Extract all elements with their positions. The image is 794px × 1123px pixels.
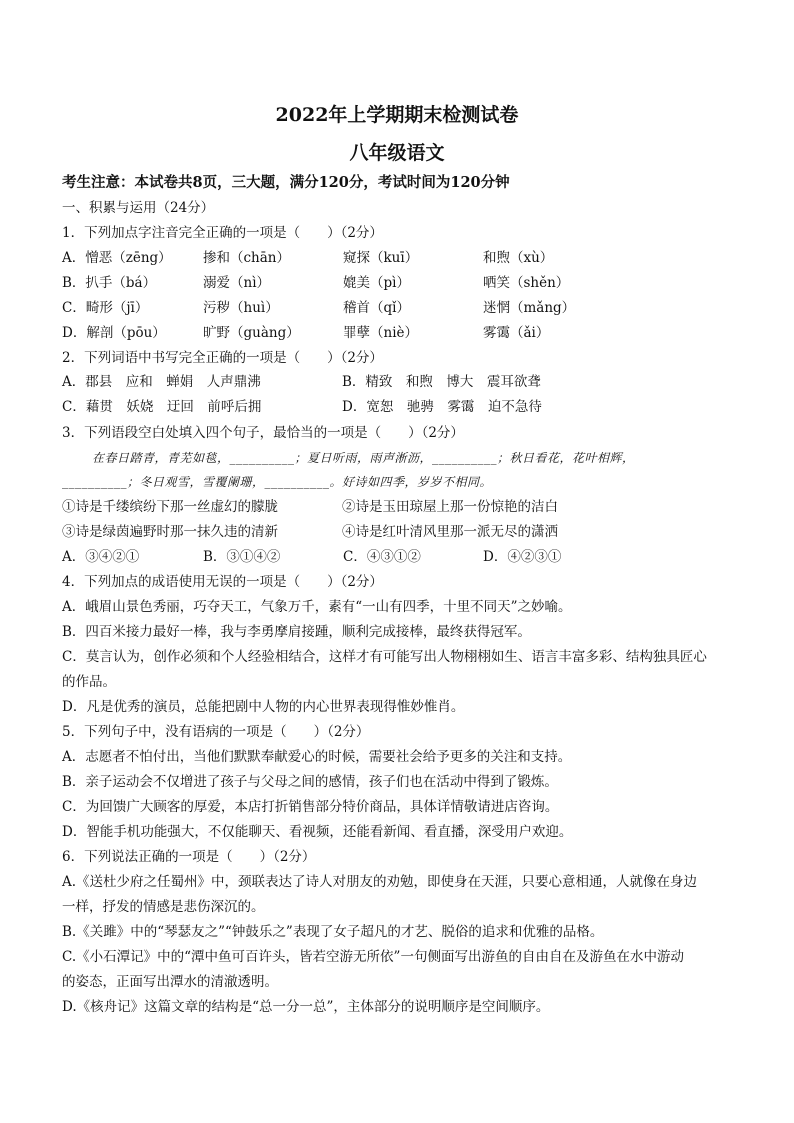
exam-subject: 八年级语文 [349, 142, 445, 164]
option-cell: C．④③①② [343, 549, 421, 565]
question-4-option-c-cont: 的作品。 [62, 674, 116, 690]
option-cell: ③诗是绿茵遍野时那一抹久违的清新 [62, 524, 278, 540]
question-5-stem: 5．下列句子中，没有语病的一项是（ ）（2分） [62, 724, 370, 740]
question-1-row-d [62, 324, 562, 342]
question-6-option-c-cont: 的姿态，正面写出潭水的清澈透明。 [62, 974, 278, 990]
question-6-option-b: B.《关雎》中的“琴瑟友之”“钟鼓乐之”表现了女子超凡的才艺、脱俗的追求和优雅的品格。 [62, 924, 604, 940]
question-2-row-2 [62, 398, 562, 416]
option-cell: 哂笑（shěn） [483, 275, 570, 291]
question-1-row-a [62, 249, 562, 267]
question-5-option-d: D．智能手机功能强大，不仅能聊天、看视频，还能看新闻、看直播，深受用户欢迎。 [62, 824, 573, 840]
question-6-option-a: A.《送杜少府之任蜀州》中，颈联表达了诗人对朋友的劝勉，即使身在天涯，只要心意相通，人就像在身边 [62, 874, 698, 890]
option-cell: 污秽（huì） [203, 300, 279, 316]
question-4-option-c: C．莫言认为，创作必须和个人经验相结合，这样才有可能写出人物栩栩如生、语言丰富多彩、结构独具匠心 [62, 649, 707, 665]
option-cell: 罪孽（niè） [343, 325, 419, 341]
question-3-passage-line-2: __________；冬日观雪，雪覆阑珊，__________。好诗如四季，岁岁不相同。 [62, 475, 493, 489]
question-5-option-c: C．为回馈广大顾客的厚爱，本店打折销售部分特价商品，具体详情敬请进店咨询。 [62, 799, 559, 815]
option-cell: 雾霭（ǎi） [483, 325, 550, 341]
question-6-option-a-cont: 一样，抒发的情感是悲伤深沉的。 [62, 899, 265, 915]
question-3-passage-line-1: 在春日踏青，青芜如毯，__________；夏日听雨，雨声淅沥，__________；秋日看花，花叶相辉， [92, 451, 635, 465]
option-cell: B．扒手（bá） [62, 275, 157, 291]
question-4-option-d: D．凡是优秀的演员，总能把剧中人物的内心世界表现得惟妙惟肖。 [62, 699, 465, 715]
question-5-option-b: B．亲子运动会不仅增进了孩子与父母之间的感情，孩子们也在活动中得到了锻炼。 [62, 774, 558, 790]
question-3-stem: 3．下列语段空白处填入四个句子，最恰当的一项是（ ）（2分） [62, 425, 464, 441]
option-cell: 溺爱（nì） [203, 275, 271, 291]
question-1-stem: 1．下列加点字注音完全正确的一项是（ ）（2分） [62, 225, 383, 241]
option-cell: ②诗是玉田琼屋上那一份惊艳的洁白 [342, 499, 558, 515]
question-6-option-d: D.《核舟记》这篇文章的结构是“总一分一总”，主体部分的说明顺序是空间顺序。 [62, 999, 550, 1015]
option-cell: D．④②③① [483, 549, 562, 565]
option-cell: D．宽恕 驰骋 雾霭 迫不急待 [342, 399, 542, 415]
question-3-options-row-2 [62, 523, 562, 541]
question-6-option-c: C.《小石潭记》中的“潭中鱼可百许头，皆若空游无所依”一句侧面写出游鱼的自由自在及游鱼在水中游动 [62, 949, 684, 965]
option-cell: 和煦（xù） [483, 250, 554, 266]
question-2-row-1 [62, 373, 562, 391]
exam-notice: 考生注意：本试卷共8页，三大题，满分120分，考试时间为120分钟 [62, 174, 510, 191]
question-2-stem: 2．下列词语中书写完全正确的一项是（ ）（2分） [62, 350, 383, 366]
option-cell: ①诗是千缕缤纷下那一丝虚幻的朦胧 [62, 499, 278, 515]
option-cell: 旷野（guàng） [203, 325, 300, 341]
option-cell: 窥探（kuī） [343, 250, 419, 266]
question-1-row-c [62, 299, 576, 317]
question-5-option-a: A．志愿者不怕付出，当他们默默奉献爱心的时候，需要社会给予更多的关注和支持。 [62, 749, 572, 765]
section-heading: 一、积累与运用（24分） [62, 200, 215, 216]
question-6-stem: 6．下列说法正确的一项是（ ）（2分） [62, 849, 316, 865]
option-cell: A．③④②① [62, 549, 140, 565]
question-4-option-b: B．四百米接力最好一棒，我与李勇摩肩接踵，顺利完成接棒，最终获得冠军。 [62, 624, 531, 640]
option-cell: A．憎恶（zēng） [62, 250, 172, 266]
question-3-answers [62, 548, 562, 566]
question-4-stem: 4．下列加点的成语使用无误的一项是（ ）（2分） [62, 574, 383, 590]
option-cell: A．郡县 应和 蝉娟 人声鼎沸 [62, 374, 261, 390]
question-3-options-row-1 [62, 498, 562, 516]
option-cell: 稽首（qǐ） [343, 300, 410, 316]
option-cell: 媲美（pì） [343, 275, 410, 291]
question-1-row-b [62, 274, 570, 292]
option-cell: ④诗是红叶清风里那一派无尽的潇洒 [342, 524, 558, 540]
option-cell: C．畸形（jī） [62, 300, 149, 316]
exam-title: 2022年上学期期末检测试卷 [275, 104, 519, 126]
option-cell: C．藉贯 妖娆 迂回 前呼后拥 [62, 399, 262, 415]
question-4-option-a: A．峨眉山景色秀丽，巧夺天工，气象万千，素有“一山有四季，十里不同天”之妙喻。 [62, 599, 572, 615]
option-cell: D．解剖（pōu） [62, 325, 166, 341]
option-cell: B．精致 和煦 博大 震耳欲聋 [342, 374, 541, 390]
option-cell: B．③①④② [203, 549, 281, 565]
option-cell: 迷惘（mǎng） [483, 300, 576, 316]
option-cell: 掺和（chān） [203, 250, 290, 266]
